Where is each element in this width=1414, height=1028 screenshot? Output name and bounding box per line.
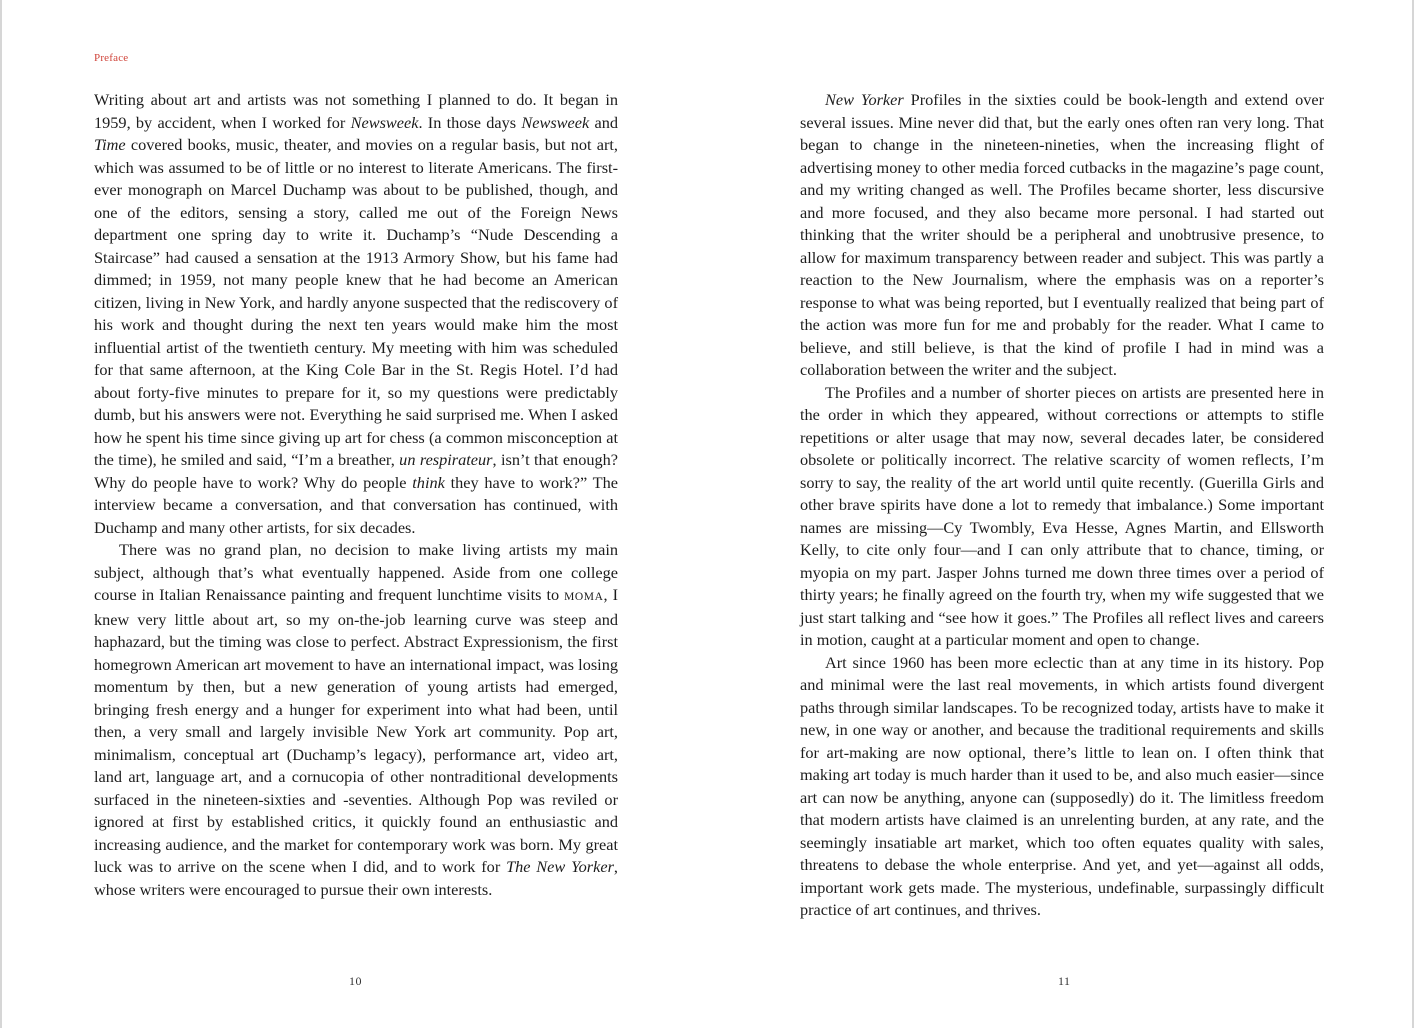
left-text-block xyxy=(94,89,618,901)
paragraph xyxy=(800,382,1324,652)
text-run: , isn’t that enough? Why do people have to work? Why do people xyxy=(94,450,618,492)
paragraph xyxy=(800,89,1324,382)
text-run: There was no grand plan, no decision to make living artists my main subject, although that’s what eventually happened. Aside from one college course in Italian Renaissance painting and frequent lunchtime visits to xyxy=(94,540,618,604)
text-run: . In those days xyxy=(418,112,522,132)
text-run: Profiles in the sixties could be book-length and extend over several issues. Mine never did that, but the early ones often ran very long. That began to change in the nineteen-nineties, when the increasing flight of advertising money to other media forced cutbacks in the magazine’s page count, and my writing changed as well. The Profiles became shorter, less discursive and more focused, and they also became more personal. I had started out thinking that the writer should be a peripheral and unobtrusive presence, to allow for maximum transparency between reader and subject. This was partly a reaction to the New Journalism, where the emphasis was on a reporter’s response to what was being reported, but I eventually realized that being part of the action was more fun for me and probably for the reader. What I came to believe, and still believe, is that the kind of profile I had in mind was a collaboration between the writer and the subject. xyxy=(800,90,1324,379)
italic-run: un respirateur xyxy=(399,450,493,469)
text-run: Writing about art and artists was not something I planned to do. It began in 1959, by accident, when I worked for xyxy=(94,90,618,132)
text-run: they have to work?” The interview became a conversation, and that conversation has continued, with Duchamp and many other artists, for six decades. xyxy=(94,472,618,537)
italic-run: Newsweek xyxy=(521,112,590,132)
left-page xyxy=(2,0,709,1028)
running-head: Preface xyxy=(94,52,129,64)
text-run: , I knew very little about art, so my on-the-job learning curve was steep and haphazard, but the timing was close to perfect. Abstract Expressionism, the first homegrown American art movement to have an international impact, was losing momentum by then, but a new generation of young artists had emerged, bringing fresh energy and a hunger for experiment into what had been, until then, a very small and largely invisible New York art community. Pop art, minimalism, conceptual art (Duchamp’s legacy), performance art, video art, land art, language art, and a cornucopia of other nontraditional developments surfaced in the nineteen-sixties and -seventies. Although Pop was reviled or ignored at first by established critics, it quickly found an enthusiastic and increasing audience, and the market for contemporary work was born. My great luck was to arrive on the scene when I did, and to work for xyxy=(94,585,618,876)
small-caps-run: MOMA xyxy=(564,591,604,603)
italic-run: Newsweek xyxy=(350,112,419,132)
text-run: covered books, music, theater, and movies on a regular basis, but not art, which was assumed to be of little or no interest to literate Americans. The first-ever monograph on Marcel Duchamp was about to be published, though, and one of the editors, sensing a story, called me out of the Foreign News department one spring day to write it. Duchamp’s “Nude Descending a Staircase” had caused a sensation at the 1913 Armory Show, but his fame had dimmed; in 1959, not many people knew that he had become an American citizen, living in New York, and hardly anyone suspected that the rediscovery of his work and thought during the next ten years would make him the most influential artist of the twentieth century. My meeting with him was scheduled for that same afternoon, at the King Cole Bar in the St. Regis Hotel. I’d had about forty-five minutes to prepare for it, so my questions were predictably dumb, but his answers were not. Everything he said surprised me. When I asked how he spent his time since giving up art for chess (a common misconception at the time), he smiled and said, “I’m a breather, xyxy=(94,135,618,469)
text-run: The Profiles and a number of shorter pieces on artists are presented here in the order in which they appeared, without corrections or attempts to stifle repetitions or alter usage that may now, several decades later, be considered obsolete or politically incorrect. The relative scarcity of women reflects, I’m sorry to say, the reality of the art world until quite recently. (Guerilla Girls and other brave spirits have done a lot to remedy that imbalance.) Some important names are missing—Cy Twombly, Eva Hesse, Agnes Martin, and Ellsworth Kelly, to cite only four—and I can only attribute that to chance, timing, or myopia on my part. Jasper Johns turned me down three times over a period of thirty years; he finally agreed on the fourth try, when my wife suggested that we just start talking and “see how it goes.” The Profiles all reflect lives and careers in motion, caught at a particular moment and open to change. xyxy=(800,382,1324,649)
paragraph xyxy=(800,652,1324,922)
italic-run: Time xyxy=(94,135,126,154)
page-number: 11 xyxy=(1058,974,1071,988)
italic-run: New Yorker xyxy=(825,90,904,109)
right-text-block xyxy=(800,89,1324,922)
page-number: 10 xyxy=(349,974,362,988)
right-page xyxy=(709,0,1414,1028)
text-run: and xyxy=(589,112,618,132)
italic-run: The New Yorker xyxy=(506,857,614,876)
text-run: Art since 1960 has been more eclectic than at any time in its history. Pop and minimal were the last real movements, in which artists found divergent paths through similar landscapes. To be recognized today, artists have to make it new, in one way or another, and because the traditional requirements and skills for art-making are now optional, there’s little to lean on. I often think that making art today is much harder than it used to be, and also much easier—since art can now be anything, anyone can (supposedly) do it. The limitless freedom that modern artists have claimed is an unrelenting burden, at any rate, and the seemingly insatiable art market, which too often equates quality with sales, threatens to debase the whole enterprise. And yet, and yet—against all odds, important work gets made. The mysterious, undefinable, surpassingly difficult practice of art continues, and thrives. xyxy=(800,652,1324,919)
italic-run: think xyxy=(412,472,445,492)
paragraph xyxy=(94,89,618,539)
text-run: , whose writers were encouraged to pursue their own interests. xyxy=(94,857,618,899)
paragraph xyxy=(94,539,618,901)
